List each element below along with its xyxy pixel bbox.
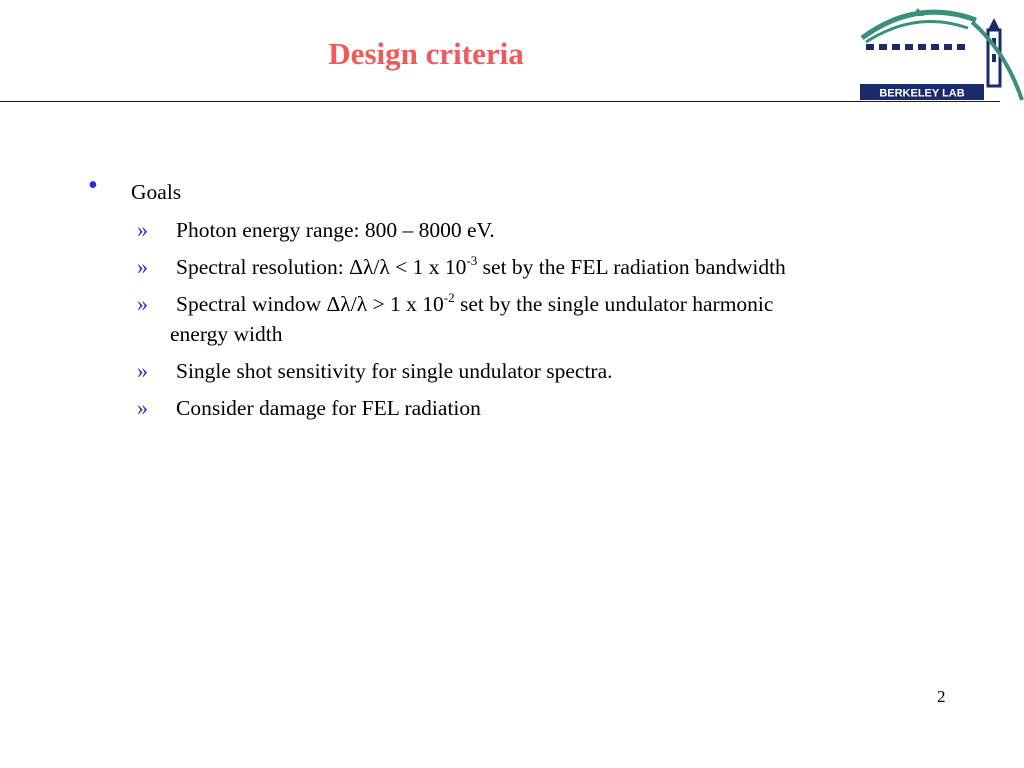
sub-bullet-marker-icon: » (137, 358, 148, 383)
logo-text: BERKELEY LAB (879, 87, 965, 100)
sub-bullet-marker-icon: » (137, 254, 148, 279)
sub-bullet-marker-icon: » (137, 217, 148, 242)
bullet-dot-icon: • (88, 170, 98, 201)
goal-item-5: Consider damage for FEL radiation (176, 396, 481, 420)
goal-item-1: Photon energy range: 800 – 8000 eV. (176, 218, 495, 242)
sub-bullet-marker-icon: » (137, 291, 148, 316)
goal-item-4: Single shot sensitivity for single undulator spectra. (176, 359, 613, 383)
goal-item-2: Spectral resolution: Δλ/λ < 1 x $10^{-3}$ set by the FEL radiation bandwidth (176, 253, 786, 279)
page-number: 2 (937, 687, 946, 706)
sub-bullet-marker-icon: » (137, 395, 148, 420)
goals-heading: Goals (131, 180, 182, 204)
slide-title: Design criteria (328, 36, 524, 71)
goal-item-3-continuation: energy width (170, 322, 283, 346)
goal-item-3: Spectral window Δλ/λ > 1 x $10^{-2}$ set by the single undulator harmonic (176, 290, 774, 316)
